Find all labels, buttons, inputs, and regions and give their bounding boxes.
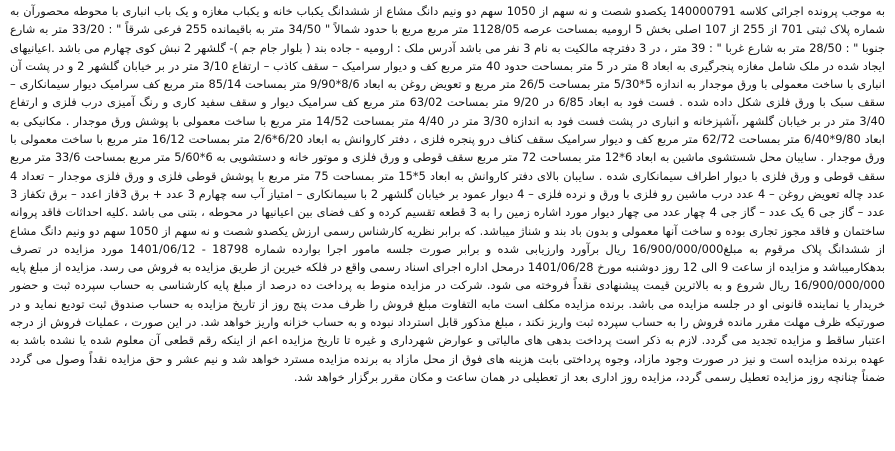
auction-notice-text: به موجب پرونده اجرائی کلاسه 140000791 یکصدو شصت و نه سهم از 1050 سهم دو ونیم دانگ مشاع از ششدانگ یکباب خانه و یکباب مغازه و یک باب انباری با محوطه محصورآن به شماره پلاک ثبتی 701 از 255 از 107 اصلی بخش 5 ارومیه بمساحت عرصه 1128/05 متر مربع مربع با حدود شمالاً " 34/50 متر به باقیمانده 255 فرعی شرقاً " : 33/20 متر به شارع جنوبا " : 28/50 متر به شارع غربا " : 39 متر ، در 3 دفترچه مالکیت به نام 3 نفر می باشد آدرس ملک : ارومیه - جاده بند ( بلوار جام جم )- گلشهر 2 نبش کوی چهارم می باشد .اعیانیهای ایجاد شده در ملک شامل مغازه پنجرگیری به ابعاد 8 متر در 5 متر بمساحت حدود 40 متر مربع کف و دیوار سرامیک – سقف کاذب – ارتفاع 3/10 متر در بر خیابان گلشهر 2 و در پشت آن انباری با ساخت معمولی با ورق موجدار به اندازه 5*5/30 متر بمساحت 26/5 متر مربع و تعویض روغن به ابعاد 8/6*9/90 متر بمساحت 85/14 متر مربع کف سرامیک دیوار سیمانکاری – سقف سبک با ورق فلزی شکل داده شده . فست فود به ابعاد 6/85 در 9/20 متر بمساحت 63/02 متر مربع کف سرامیک دیوار و سقف سفید کاری و رنگ آمیزی درب فلزی و ارتفاع 3/40 متر در بر خیابان گلشهر ،آشپزخانه و انباری در پشت فست فود به اندازه 3/30 متر در 4/40 متر بمساحت 14/52 متر مربع با ساخت معمولی با پوشش ورق موجدار . مکانیکی به ابعاد 9/80*6/40 متر بمساحت 62/72 متر مربع کف و دیوار سرامیک سقف کناف درو پنجره فلزی ، دفتر کاروانش به ابعاد 6/20*2/6 متر بمساحت 16/12 متر مربع با ساخت معمولی با ورق موجدار . سایبان محل شستشوی ماشین به ابعاد 6*12 متر بمساحت 72 متر مربع سقف قوطی و ورق فلزی و موتور خانه و دستشویی به 6*5/60 متر مربع بمساحت 33/6 متر مربع سقف قوطی و ورق فلزی با دیوار اطراف سیمانکاری شده . سایبان بالای دفتر کاروانش به ابعاد 5*15 متر بمساحت 75 متر مربع با پوشش قوطی فلزی و ورق فلزی موجدار – تعداد 4 عدد چاله تعویض روغن – 4 عدد درب ماشین رو فلزی با ورق و نرده فلزی – 4 دیوار عمود بر خیابان گلشهر 2 با سیمانکاری – امتیاز آب سه چهارم 3 عدد + برق 3فاز اعدد – برق تکفاز 3 عدد – گاز جی 6 یک عدد – گاز جی 4 چهار عدد می چهار دیوار مورد اشاره زمین را به 3 قطعه تقسیم کرده و کف فضای بین اعیانیها در محوطه ، بتنی می باشد .کلیه احداثات فاقد پروانه ساختمان و فاقد مجوز تجاری بوده و ساخت آنها معمولی و بدون باد بند و شناژ میباشد. که برابر نظریه کارشناس رسمی ارزش یکصدو شصت و نه سهم از 1050 سهم دو ونیم دانگ مشاع از ششدانگ پلاک مرقوم به مبلغ16/900/000/000 ریال برآورد وارزیابی شده و برابر صورت جلسه مامور اجرا بوارده شماره 18798 - 1401/06/12 مورد مزایده در تصرف بدهکارمیباشد و مزایده از ساعت 9 الی 12 روز دوشنبه مورخ 1401/06/28 درمحل اداره اجرای اسناد رسمی واقع در فلکه خیرین از طریق مزایده به فروش می رسد. مزایده از مبلغ پایه 16/900/000/000 ریال شروع و به بالاترین قیمت پیشنهادی نقداً فروخته می شود. شرکت در مزایده منوط به پرداخت ده درصد از مبلغ پایه کارشناسی به حساب سپرده ثبت و حضور خریدار یا نماینده قانونی او در جلسه مزایده می باشد. برنده مزایده مکلف است مابه التفاوت مبلغ فروش را ظرف مدت پنج روز از تاریخ مزایده به حساب صندوق ثبت تودیع نماید و در صورتیکه ظرف مهلت مقرر مانده فروش را به حساب سپرده ثبت واریز نکند ، مبلغ مذکور قابل استرداد نبوده و به حساب خزانه واریز خواهد شد. در این صورت ، عملیات فروش از درجه اعتبار ساقط و مزایده تجدید می گردد. لازم به ذکر است پرداخت بدهی های مالیاتی و عوارض شهرداری و غیره تا تاریخ مزایده اعم از اینکه رقم قطعی آن معلوم شده یا نشده باشد به عهده برنده مزایده است و نیز در صورت وجود مازاد، وجوه پرداختی بابت هزینه های فوق از محل مازاد به برنده مزایده مسترد خواهد شد و نیم عشر و حق مزایده نقداً وصول می گردد ضمناً چنانچه روز مزایده تعطیل رسمی گردد، مزایده روز اداری بعد از تعطیلی در همان ساعت و مکان مقرر برگزار خواهد شد. [10, 4, 886, 384]
